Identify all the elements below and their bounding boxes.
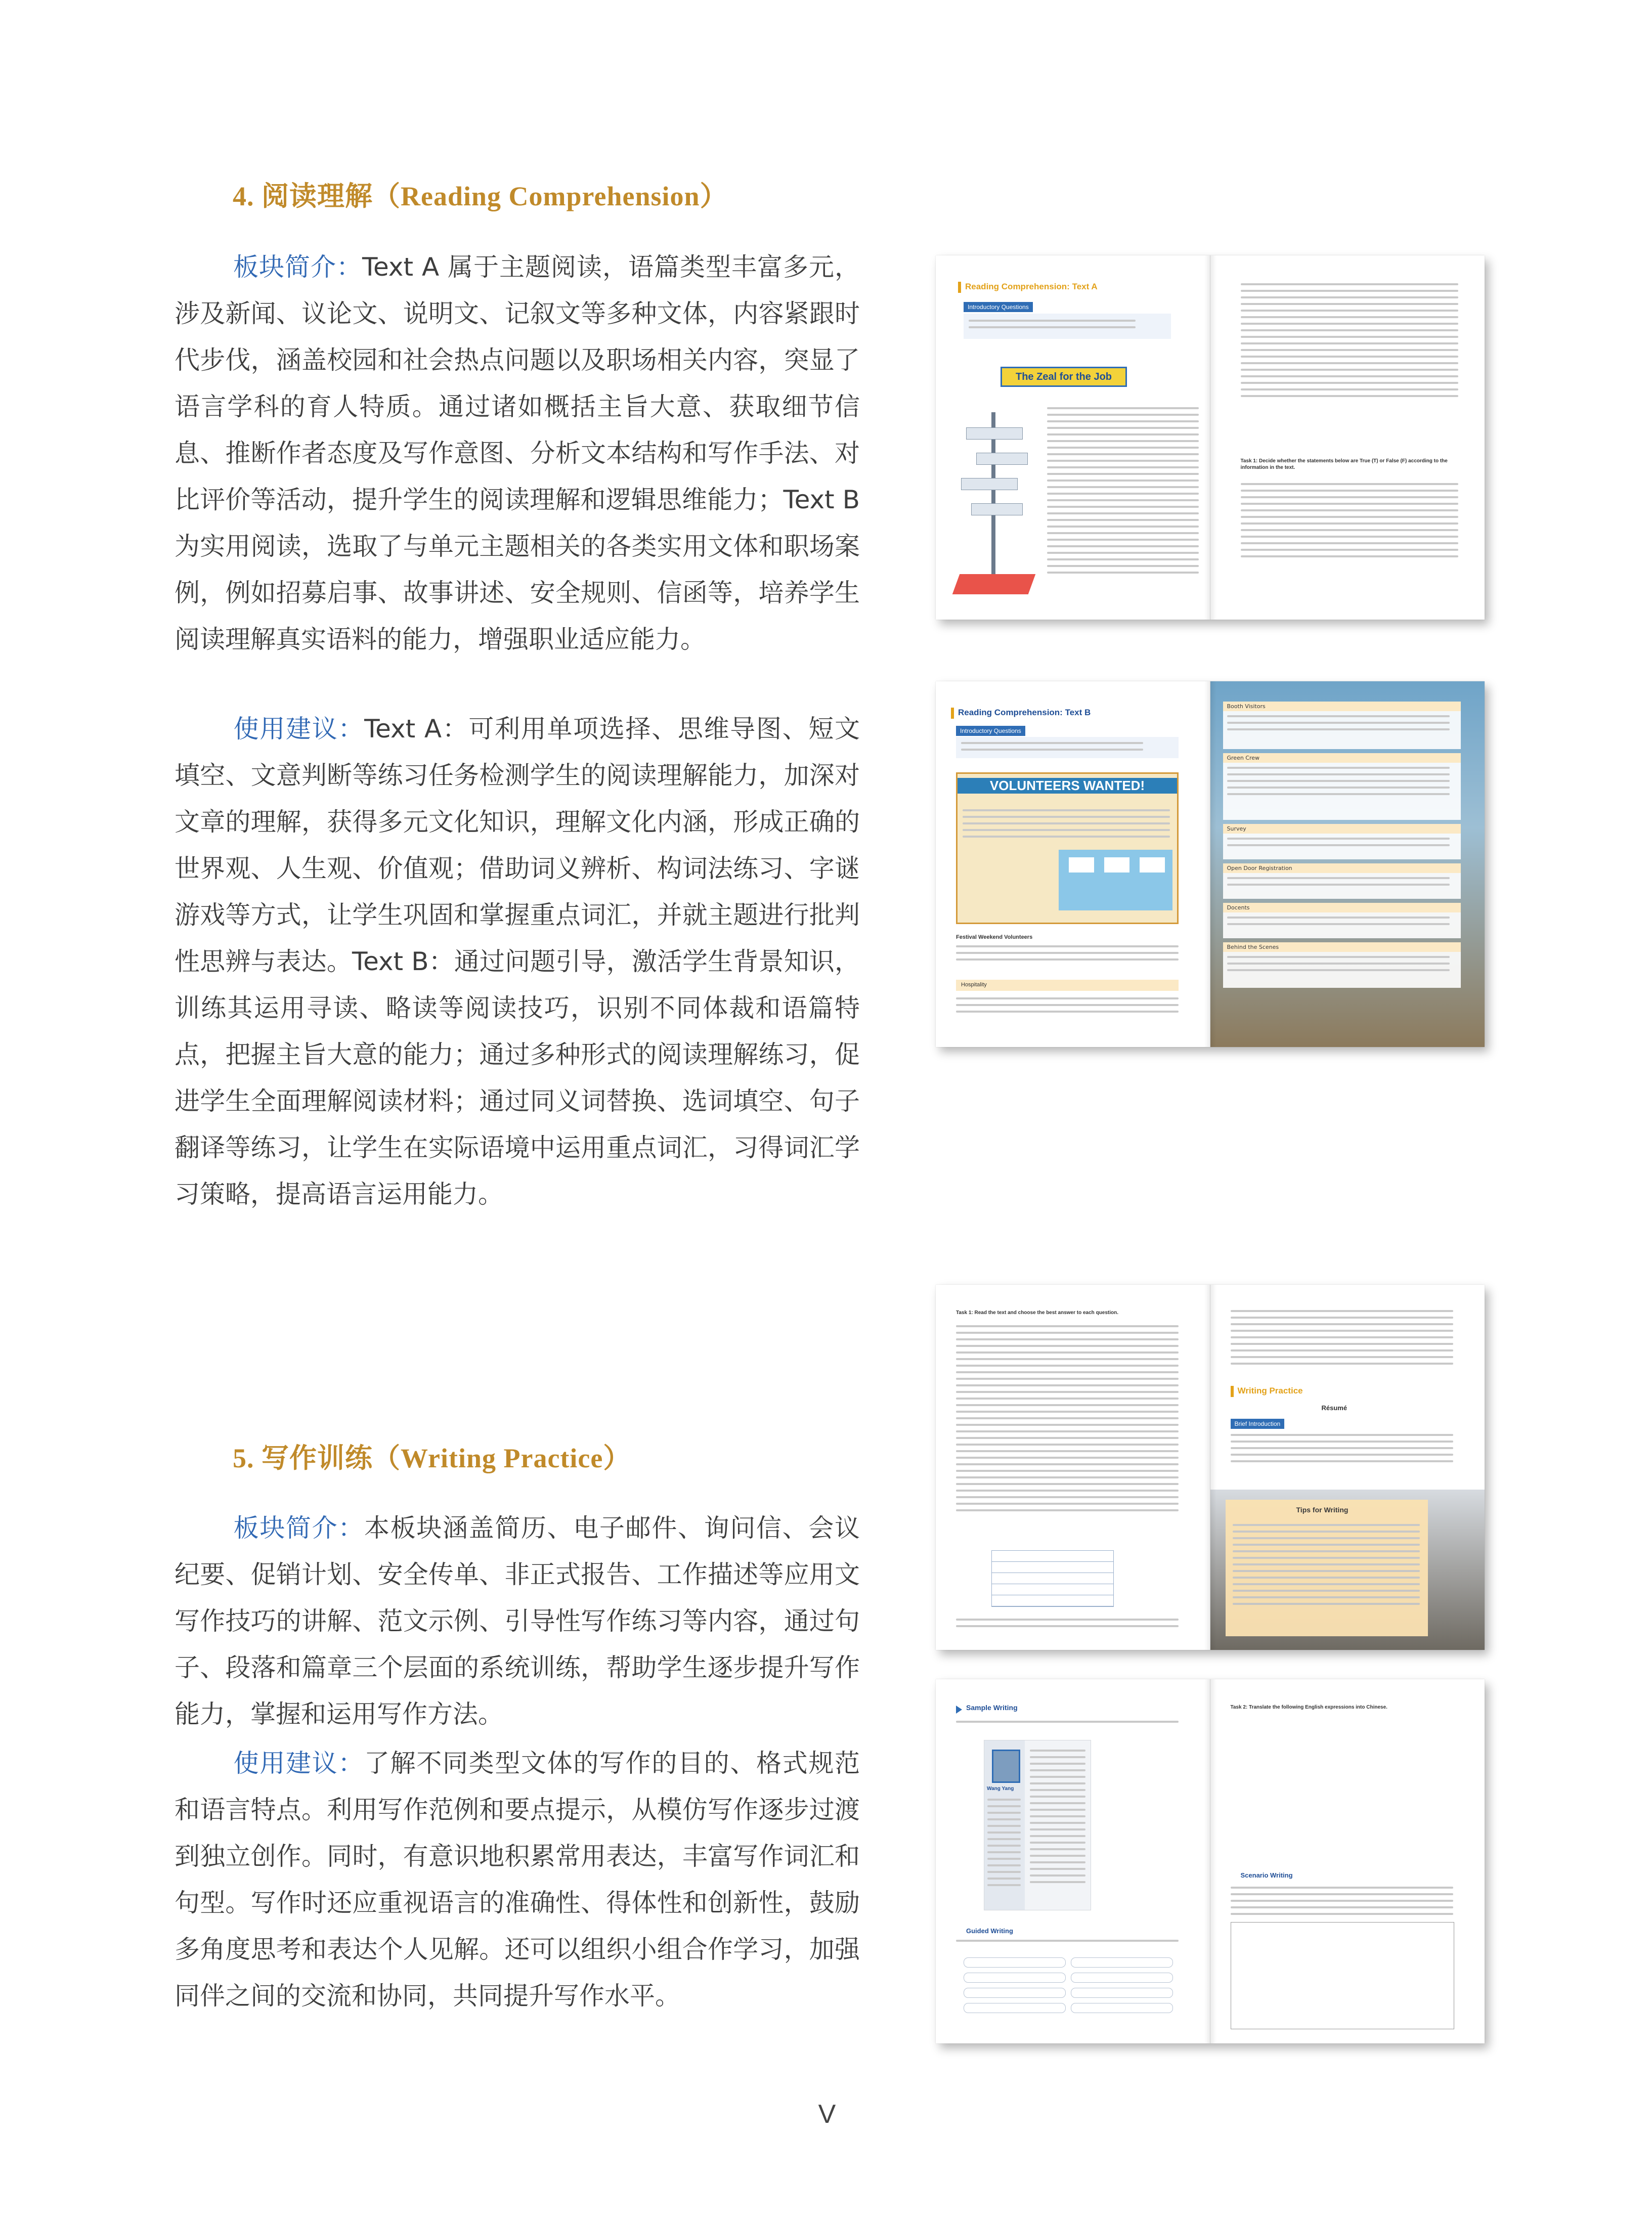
- section-5-usage-label: 使用建议：: [233, 1749, 364, 1778]
- spread-d-sample-title: Sample Writing: [966, 1704, 1018, 1712]
- spread-a-right-page: [1210, 255, 1485, 620]
- textbook-spread-text-b: [936, 681, 1485, 1047]
- spread-b-role-list: [1223, 702, 1461, 988]
- spread-a-questions-badge: Introductory Questions: [964, 302, 1033, 312]
- spread-a-title: Reading Comprehension: Text A: [965, 282, 1098, 291]
- spread-b-right-page: [1210, 681, 1485, 1047]
- spread-c-left-page: [936, 1285, 1210, 1650]
- spread-a-left-page: [936, 255, 1210, 620]
- spread-a-questions-box: [964, 314, 1171, 339]
- volunteer-poster: [956, 772, 1179, 924]
- spread-b-fold: [1204, 681, 1216, 1047]
- role-row: [1223, 702, 1461, 749]
- spread-c-tips-title: Tips for Writing: [1296, 1506, 1349, 1514]
- spread-d-left-page: [936, 1679, 1210, 2043]
- spread-b-left-page: [936, 681, 1210, 1047]
- role-name: Docents: [1223, 903, 1461, 912]
- textbook-spread-sample-writing: [936, 1679, 1485, 2043]
- resume-sample: [984, 1740, 1091, 1910]
- spread-c-brief-text: [1231, 1434, 1453, 1467]
- play-icon: [956, 1706, 962, 1714]
- spread-b-questions-badge: Introductory Questions: [956, 726, 1025, 736]
- section-4-title: 4. 阅读理解（Reading Comprehension）: [233, 181, 728, 211]
- spread-d-fold: [1204, 1679, 1216, 2043]
- section-5-intro-label: 板块简介：: [233, 1513, 364, 1543]
- spread-b-subheading: Festival Weekend Volunteers: [956, 934, 1033, 940]
- spread-c-tips-box: [1210, 1490, 1485, 1650]
- spread-a-fold: [1204, 255, 1216, 620]
- section-4-usage: [175, 706, 860, 1217]
- role-name: Survey: [1223, 824, 1461, 834]
- volunteer-poster-heading: VOLUNTEERS WANTED!: [958, 778, 1177, 794]
- spread-c-brief-badge: Brief Introduction: [1231, 1419, 1285, 1429]
- spread-b-sub-text: [956, 945, 1179, 965]
- section-5-usage: [175, 1740, 860, 2019]
- spread-d-guided-text: [956, 1940, 1179, 1946]
- spread-c-questions: [956, 1325, 1179, 1516]
- section-4-usage-label: 使用建议：: [233, 714, 365, 744]
- role-row: [1223, 903, 1461, 938]
- spread-b-hospitality-row: [956, 980, 1179, 991]
- spread-b-hospitality-text: [956, 997, 1179, 1017]
- resume-name: Wang Yang: [987, 1786, 1014, 1792]
- role-row: [1223, 863, 1461, 899]
- spread-b-title: Reading Comprehension: Text B: [958, 708, 1091, 717]
- spread-d-scenario-text: [1231, 1887, 1453, 1919]
- spread-d-instructions: [956, 1721, 1179, 1727]
- page-number: V: [818, 2100, 836, 2129]
- spread-a-banner-text: The Zeal for the Job: [1015, 371, 1112, 382]
- guided-topic-grid: [964, 1957, 1181, 2013]
- role-name: Behind the Scenes: [1223, 942, 1461, 952]
- spread-c-resume-title: Résumé: [1321, 1404, 1347, 1412]
- spread-c-section-title: Writing Practice: [1237, 1386, 1303, 1395]
- section-4-intro-label: 板块简介：: [233, 252, 362, 282]
- section-5-title: 5. 写作训练（Writing Practice）: [233, 1443, 631, 1473]
- role-row: [1223, 824, 1461, 859]
- spread-c-fold: [1204, 1285, 1216, 1650]
- role-name: Open Door Registration: [1223, 863, 1461, 873]
- section-4-usage-text: Text A：可利用单项选择、思维导图、短文填空、文意判断等练习任务检测学生的阅读理解能力，加深对文章的理解，获得多元文化知识，理解文化内涵，形成正确的世界观、人生观、价值观；借助词义辨析、构词法练习、字谜游戏等方式，让学生巩固和掌握重点词汇，并就主题进行批判性思辨与表达。Text B：通过问题引导，激活学生背景知识，训练其运用寻读、略读等阅读技巧，识别不同体裁和语篇特点，把握主旨大意的能力；通过多种形式的阅读理解练习，促进学生全面理解阅读材料；通过同义词替换、选词填空、句子翻译等练习，让学生在实际语境中运用重点词汇，习得词汇学习策略，提高语言运用能力。: [175, 714, 860, 1209]
- spread-d-answer-box: [1231, 1922, 1454, 2029]
- spread-a-body-text: [1047, 407, 1199, 578]
- section-4-intro: [175, 244, 860, 663]
- role-row: [1223, 942, 1461, 988]
- spread-a-task-items: [1241, 483, 1458, 562]
- spread-b-questions-box: [956, 737, 1179, 758]
- section-5-usage-text: 了解不同类型文体的写作的目的、格式规范和语言特点。利用写作范例和要点提示，从模仿写作逐步过渡到独立创作。同时，有意识地积累常用表达，丰富写作词汇和句型。写作时还应重视语言的准确性、得体性和创新性，鼓励多角度思考和表达个人见解。还可以组织小组合作学习，加强同伴之间的交流和协同，共同提升写作水平。: [175, 1749, 860, 2011]
- role-row: [1223, 753, 1461, 820]
- section-4-intro-text: Text A 属于主题阅读，语篇类型丰富多元，涉及新闻、议论文、说明文、记叙文等多种文体，内容紧跟时代步伐，涵盖校园和社会热点问题以及职场相关内容，突显了语言学科的育人特质。通过诸如概括主旨大意、获取细节信息、推断作者态度及写作意图、分析文本结构和写作手法、对比评价等活动，提升学生的阅读理解和逻辑思维能力；Text B 为实用阅读，选取了与单元主题相关的各类实用文体和职场案例，例如招募启事、故事讲述、安全规则、信函等，培养学生阅读理解真实语料的能力，增强职业适应能力。: [175, 252, 860, 654]
- spread-a-right-body: [1241, 283, 1458, 402]
- spread-d-task-heading: Task 2: Translate the following English expressions into Chinese.: [1230, 1705, 1387, 1710]
- textbook-spread-writing: [936, 1285, 1485, 1650]
- spread-c-fill-blanks: [1231, 1310, 1453, 1369]
- spread-c-sentence: [956, 1619, 1179, 1632]
- role-name: Green Crew: [1223, 753, 1461, 763]
- section-5-intro: [175, 1505, 860, 1737]
- spread-a-task-heading: Task 1: Decide whether the statements below are True (T) or False (F) according to the information in the text.: [1240, 458, 1448, 470]
- spread-b-hospitality-label: Hospitality: [961, 982, 987, 988]
- textbook-spread-text-a: [936, 255, 1485, 620]
- signpost-illustration: [956, 412, 1032, 604]
- spread-d-guided-title: Guided Writing: [966, 1927, 1013, 1935]
- spread-d-right-page: [1210, 1679, 1485, 2043]
- role-name: Booth Visitors: [1223, 702, 1461, 711]
- avatar: [992, 1750, 1020, 1783]
- spread-c-word-table: [991, 1550, 1114, 1607]
- spread-a-banner: [1001, 367, 1127, 387]
- spread-c-task-heading: Task 1: Read the text and choose the best answer to each question.: [956, 1310, 1119, 1316]
- section-5-intro-text: 本板块涵盖简历、电子邮件、询问信、会议纪要、促销计划、安全传单、非正式报告、工作描述等应用文写作技巧的讲解、范文示例、引导性写作练习等内容，通过句子、段落和篇章三个层面的系统训练，帮助学生逐步提升写作能力，掌握和运用写作方法。: [175, 1513, 860, 1729]
- spread-d-scenario-title: Scenario Writing: [1240, 1871, 1293, 1879]
- spread-c-right-page: [1210, 1285, 1485, 1650]
